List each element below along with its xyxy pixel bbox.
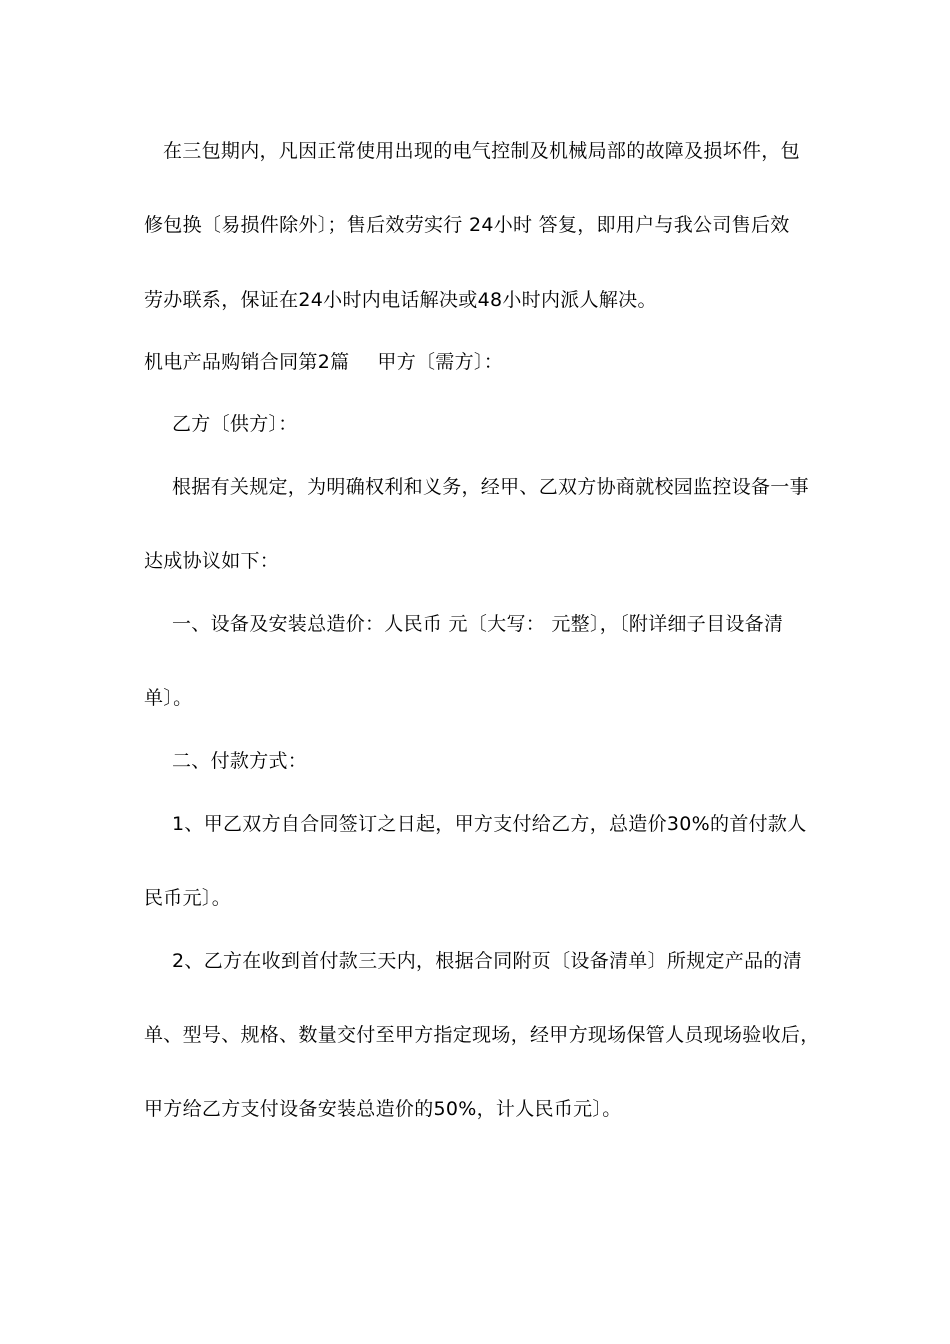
party-a-label: 甲方〔需方〕： [377,351,503,373]
paragraph-line: 在三包期内，凡因正常使用出现的电气控制及机械局部的故障及损坏件，包 [163,140,800,162]
section-heading-row [144,350,503,374]
clause-line: 单〕。 [144,687,193,709]
clause-line: 单、型号、规格、数量交付至甲方指定现场，经甲方现场保管人员现场验收后， [144,1024,820,1046]
clause-line: 民币元〕。 [144,887,232,909]
clause-line: 一、设备及安装总造价：人民币 元〔大写： 元整〕，〔附详细子目设备清 [172,613,784,635]
clause-line: 甲方给乙方支付设备安装总造价的50%，计人民币元〕。 [144,1098,622,1120]
paragraph-line: 劳办联系，保证在24小时内电话解决或48小时内派人解决。 [144,289,657,311]
paragraph-line: 根据有关规定，为明确权利和义务，经甲、乙双方协商就校园监控设备一事 [172,476,809,498]
clause-heading: 二、付款方式： [172,750,308,772]
party-b-label: 乙方〔供方〕： [172,413,298,435]
paragraph-line: 达成协议如下： [144,550,280,572]
section-title: 机电产品购销合同第2篇 [144,351,350,373]
paragraph-line: 修包换〔易损件除外〕；售后效劳实行 24小时 答复，即用户与我公司售后效 [144,214,790,236]
clause-line: 2、乙方在收到首付款三天内，根据合同附页〔设备清单〕所规定产品的清 [172,950,802,972]
clause-line: 1、甲乙双方自合同签订之日起，甲方支付给乙方，总造价30%的首付款人 [172,813,807,835]
